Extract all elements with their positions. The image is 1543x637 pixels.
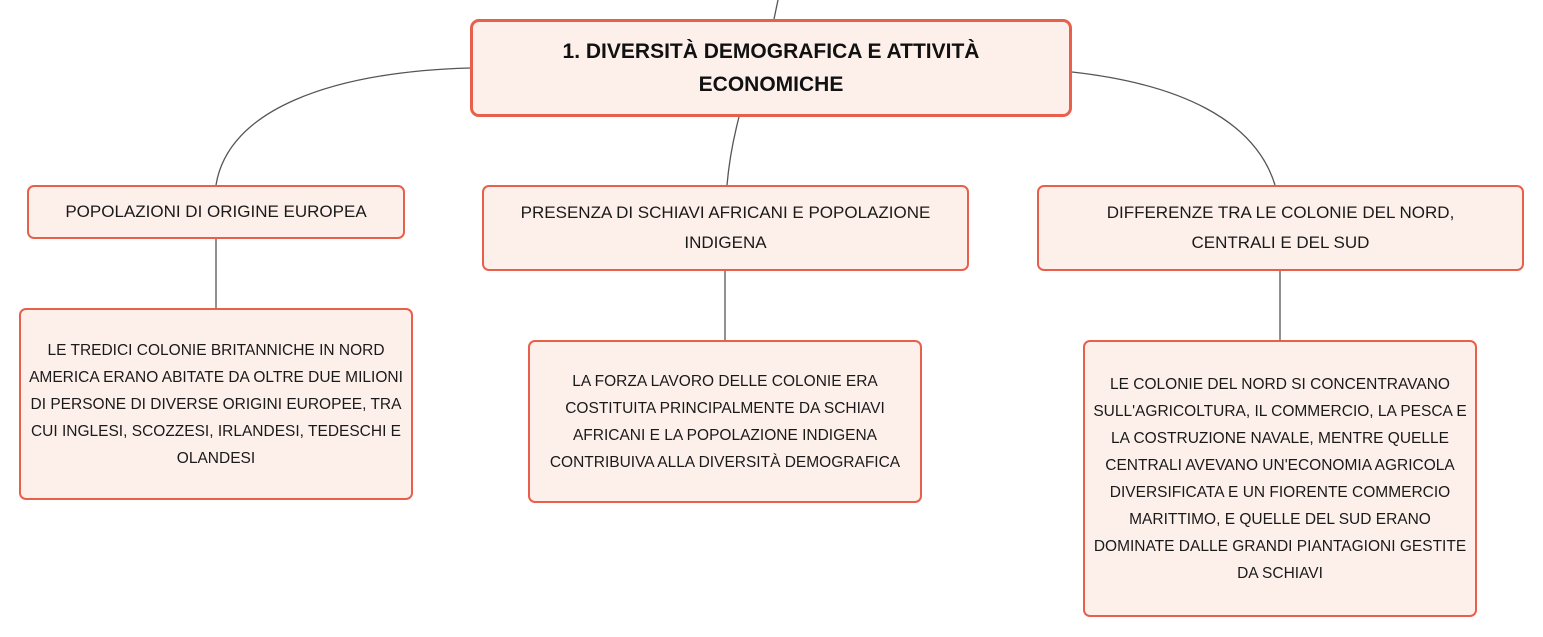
- topic-node-african-slaves-indigenous[interactable]: [482, 185, 969, 271]
- detail-node-colony-differences[interactable]: [1083, 340, 1477, 617]
- connector-root-to-topic-2: [727, 117, 739, 185]
- topic-node-colony-differences[interactable]: [1037, 185, 1524, 271]
- connector-root-to-topic-3: [1072, 72, 1275, 185]
- connector-root-to-topic-1: [216, 68, 470, 185]
- connector-parent-to-root: [774, 0, 778, 19]
- detail-node-african-slaves-indigenous[interactable]: [528, 340, 922, 503]
- detail-text: LE TREDICI COLONIE BRITANNICHE IN NORD AMERICA ERANO ABITATE DA OLTRE DUE MILIONI DI PERSONE DI DIVERSE ORIGINI EUROPEE, TRA CUI INGLESI, SCOZZESI, IRLANDESI, TEDESCHI E OLANDESI: [29, 341, 403, 467]
- detail-node-european-origins[interactable]: [19, 308, 413, 500]
- topic-label: PRESENZA DI SCHIAVI AFRICANI E POPOLAZIONE INDIGENA: [520, 203, 931, 252]
- topic-label: DIFFERENZE TRA LE COLONIE DEL NORD, CENTRALI E DEL SUD: [1106, 203, 1455, 252]
- topic-label: POPOLAZIONI DI ORIGINE EUROPEA: [65, 202, 367, 221]
- root-topic-node[interactable]: [470, 19, 1072, 117]
- detail-text: LA FORZA LAVORO DELLE COLONIE ERA COSTITUITA PRINCIPALMENTE DA SCHIAVI AFRICANI E LA POPOLAZIONE INDIGENA CONTRIBUIVA ALLA DIVERSITÀ DEMOGRAFICA: [549, 372, 901, 471]
- topic-node-european-origins[interactable]: [27, 185, 405, 239]
- root-topic-label: 1. DIVERSITÀ DEMOGRAFICA E ATTIVITÀ ECONOMICHE: [562, 40, 980, 96]
- detail-text: LE COLONIE DEL NORD SI CONCENTRAVANO SULL'AGRICOLTURA, IL COMMERCIO, LA PESCA E LA COSTRUZIONE NAVALE, MENTRE QUELLE CENTRALI AVEVANO UN'ECONOMIA AGRICOLA DIVERSIFICATA E UN FIORENTE COMMERCIO MARITTIMO, E QUELLE DEL SUD ERANO DOMINATE DALLE GRANDI PIANTAGIONI GESTITE DA SCHIAVI: [1093, 375, 1467, 582]
